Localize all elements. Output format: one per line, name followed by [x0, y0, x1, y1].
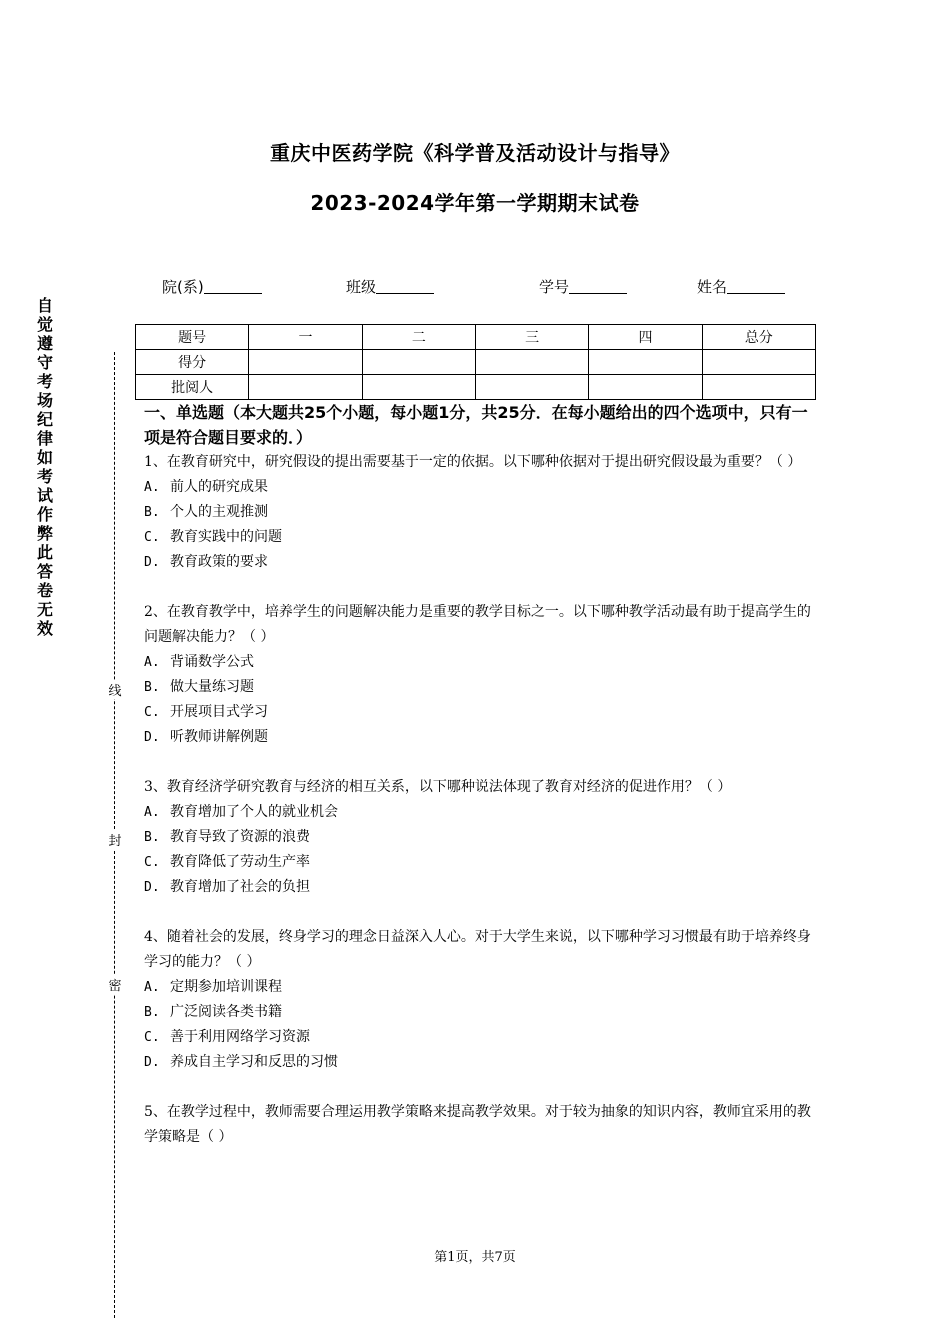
option-letter: B. [144, 1005, 160, 1020]
question-4 [144, 925, 816, 1075]
question-stem: 3、教育经济学研究教育与经济的相互关系，以下哪种说法体现了教育对经济的促进作用？（ ） [144, 779, 732, 795]
name-label: 姓名 [697, 278, 728, 296]
option-text: 个人的主观推测 [170, 504, 268, 520]
question-2 [144, 600, 816, 750]
section-heading: 一、单选题（本大题共25个小题，每小题1分，共25分．在每小题给出的四个选项中，只有一项是符合题目要求的．） [144, 403, 808, 447]
option-text: 背诵数学公式 [170, 654, 254, 670]
grader-row-label: 批阅人 [136, 375, 249, 400]
option-letter: D. [144, 1055, 160, 1070]
question-stem: 2、在教育教学中，培养学生的问题解决能力是重要的教学目标之一。以下哪种教学活动最有助于提高学生的问题解决能力？（ ） [144, 604, 811, 645]
department-field [162, 276, 262, 297]
score-cell [249, 350, 362, 375]
option-letter: C. [144, 705, 160, 720]
option-letter: D. [144, 880, 160, 895]
grader-cell [589, 375, 702, 400]
option-b[interactable] [144, 675, 816, 700]
score-cell [589, 350, 702, 375]
score-table-header: 三 [475, 325, 588, 350]
option-d[interactable] [144, 875, 816, 900]
score-table-header: 总分 [702, 325, 815, 350]
option-letter: A. [144, 980, 160, 995]
grader-cell [362, 375, 475, 400]
option-text: 开展项目式学习 [170, 704, 268, 720]
page-indicator: 第1页，共7页 [434, 1250, 516, 1265]
question-stem: 4、随着社会的发展，终身学习的理念日益深入人心。对于大学生来说，以下哪种学习习惯最有助于培养终身学习的能力？（ ） [144, 929, 811, 970]
option-text: 定期参加培训课程 [170, 979, 282, 995]
option-b[interactable] [144, 1000, 816, 1025]
question-5 [144, 1100, 816, 1150]
score-row [136, 350, 816, 375]
option-text: 教育增加了社会的负担 [170, 879, 310, 895]
option-text: 教育实践中的问题 [170, 529, 282, 545]
department-blank [204, 279, 262, 294]
option-a[interactable] [144, 975, 816, 1000]
option-a[interactable] [144, 650, 816, 675]
department-label: 院(系) [162, 278, 204, 296]
score-cell [362, 350, 475, 375]
question-3 [144, 775, 816, 900]
name-field [697, 276, 785, 297]
class-blank [376, 279, 434, 294]
option-d[interactable] [144, 550, 816, 575]
option-letter: C. [144, 855, 160, 870]
exam-title-line1: 重庆中医药学院《科学普及活动设计与指导》 [270, 141, 680, 165]
score-cell [475, 350, 588, 375]
grader-cell [702, 375, 815, 400]
score-table-header: 二 [362, 325, 475, 350]
question-1 [144, 450, 816, 575]
option-letter: A. [144, 480, 160, 495]
score-table-header: 题号 [136, 325, 249, 350]
seal-label-line: 线 [106, 680, 124, 699]
option-text: 教育导致了资源的浪费 [170, 829, 310, 845]
option-a[interactable] [144, 475, 816, 500]
option-b[interactable] [144, 825, 816, 850]
question-spacer [144, 575, 816, 600]
question-spacer [144, 1075, 816, 1100]
question-stem: 5、在教学过程中，教师需要合理运用教学策略来提高教学效果。对于较为抽象的知识内容，教师宜采用的教学策略是（ ） [144, 1104, 811, 1145]
option-text: 教育增加了个人的就业机会 [170, 804, 338, 820]
option-d[interactable] [144, 1050, 816, 1075]
student-id-blank [569, 279, 627, 294]
question-spacer [144, 750, 816, 775]
option-letter: A. [144, 655, 160, 670]
option-text: 广泛阅读各类书籍 [170, 1004, 282, 1020]
score-table [135, 324, 816, 400]
score-cell [702, 350, 815, 375]
option-text: 善于利用网络学习资源 [170, 1029, 310, 1045]
option-b[interactable] [144, 500, 816, 525]
option-letter: C. [144, 530, 160, 545]
name-blank [727, 279, 785, 294]
option-text: 教育降低了劳动生产率 [170, 854, 310, 870]
score-row-label: 得分 [136, 350, 249, 375]
option-letter: D. [144, 730, 160, 745]
option-c[interactable] [144, 525, 816, 550]
exam-content [144, 400, 816, 1150]
option-text: 听教师讲解例题 [170, 729, 268, 745]
option-letter: B. [144, 505, 160, 520]
exam-title-line2: 2023-2024学年第一学期期末试卷 [310, 191, 640, 215]
option-a[interactable] [144, 800, 816, 825]
seal-label-secret: 密 [106, 975, 124, 994]
option-text: 做大量练习题 [170, 679, 254, 695]
option-c[interactable] [144, 850, 816, 875]
score-table-header: 四 [589, 325, 702, 350]
question-stem: 1、在教育研究中，研究假设的提出需要基于一定的依据。以下哪种依据对于提出研究假设最为重要？（ ） [144, 454, 802, 470]
option-c[interactable] [144, 1025, 816, 1050]
option-d[interactable] [144, 725, 816, 750]
option-letter: D. [144, 555, 160, 570]
option-c[interactable] [144, 700, 816, 725]
seal-label-seal: 封 [106, 830, 124, 849]
class-field [346, 276, 434, 297]
option-letter: B. [144, 830, 160, 845]
score-table-header: 一 [249, 325, 362, 350]
grader-row [136, 375, 816, 400]
option-text: 教育政策的要求 [170, 554, 268, 570]
option-letter: C. [144, 1030, 160, 1045]
exam-discipline-notice: 自觉遵守考场纪律如考试作弊此答卷无效 [36, 296, 53, 638]
option-text: 前人的研究成果 [170, 479, 268, 495]
option-letter: B. [144, 680, 160, 695]
option-text: 养成自主学习和反思的习惯 [170, 1054, 338, 1070]
student-id-label: 学号 [539, 278, 570, 296]
class-label: 班级 [346, 278, 377, 296]
score-table-header-row [136, 325, 816, 350]
student-id-field [539, 276, 627, 297]
option-letter: A. [144, 805, 160, 820]
grader-cell [475, 375, 588, 400]
question-spacer [144, 900, 816, 925]
grader-cell [249, 375, 362, 400]
